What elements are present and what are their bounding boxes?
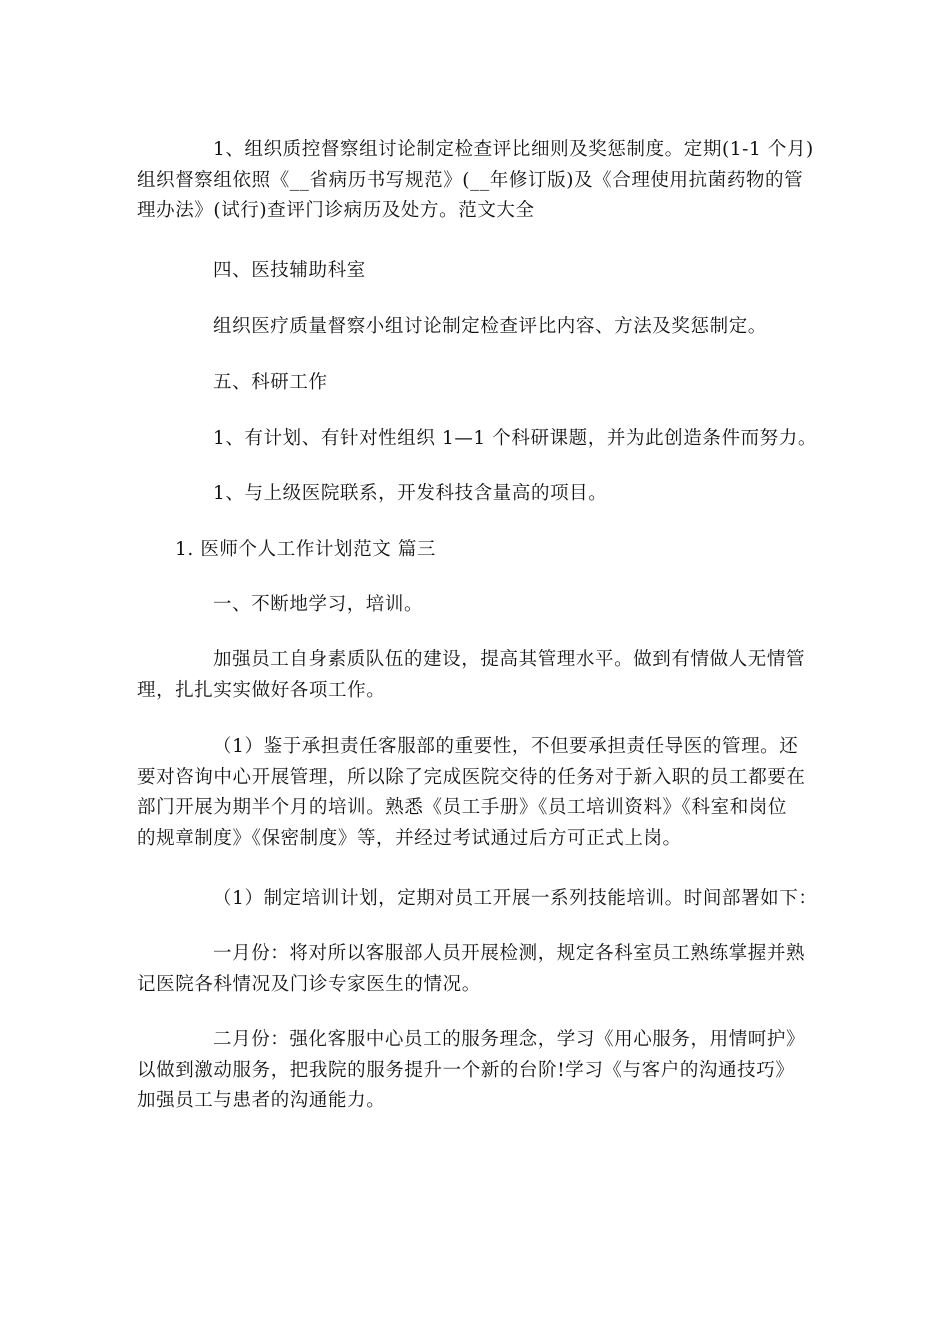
text-line: 加强员工与患者的沟通能力。: [137, 1090, 386, 1111]
section-heading-medical-tech: 四、医技辅助科室: [213, 260, 366, 281]
text-line: 1、组织质控督察组讨论制定检查评比细则及奖惩制度。定期(1-1 个月): [213, 139, 814, 160]
article-heading: 1. 医师个人工作计划范文 篇三: [175, 539, 437, 560]
text-line: 理，扎扎实实做好各项工作。: [137, 679, 386, 701]
paragraph-quality-control: [137, 135, 817, 227]
text-line: （1）鉴于承担责任客服部的重要性，不但要承担责任导医的管理。还: [213, 736, 799, 757]
paragraph-staff-quality: [137, 645, 817, 706]
text-line: 以做到激动服务，把我院的服务提升一个新的台阶!学习《与客户的沟通技巧》: [137, 1059, 795, 1081]
section-heading-research: 五、科研工作: [213, 372, 328, 393]
text-line: 要对咨询中心开展管理，所以除了完成医院交待的任务对于新入职的员工都要在: [137, 766, 806, 788]
text-line: 部门开展为期半个月的培训。熟悉《员工手册》《员工培训资料》《科室和岗位: [137, 797, 788, 818]
text-line: 理办法》(试行)查评门诊病历及处方。范文大全: [137, 200, 535, 221]
paragraph-customer-service: [137, 732, 817, 854]
text-line: 加强员工自身素质队伍的建设，提高其管理水平。做到有情做人无情管: [213, 649, 806, 670]
text-line: 组织督察组依照《__省病历书写规范》(__年修订版)及《合理使用抗菌药物的管: [137, 169, 804, 191]
text-line: 二月份：强化客服中心员工的服务理念，学习《用心服务，用情呵护》: [213, 1029, 806, 1050]
text-line: 记医院各科情况及门诊专家医生的情况。: [137, 973, 481, 995]
paragraph-supervision-group: 组织医疗质量督察小组讨论制定检查评比内容、方法及奖惩制定。: [213, 316, 767, 337]
paragraph-research-plan: 1、有计划、有针对性组织 1—1 个科研课题，并为此创造条件而努力。: [213, 428, 817, 449]
paragraph-january: [137, 939, 817, 1000]
section-heading-training: 一、不断地学习，培训。: [213, 594, 424, 615]
paragraph-research-contact: 1、与上级医院联系，开发科技含量高的项目。: [213, 483, 608, 504]
paragraph-training-plan: （1）制定培训计划，定期对员工开展一系列技能培训。时间部署如下：: [213, 888, 818, 909]
paragraph-february: [137, 1025, 817, 1117]
text-line: 的规章制度》《保密制度》等，并经过考试通过后方可正式上岗。: [137, 827, 682, 849]
text-line: 一月份：将对所以客服部人员开展检测，规定各科室员工熟练掌握并熟: [213, 943, 806, 964]
